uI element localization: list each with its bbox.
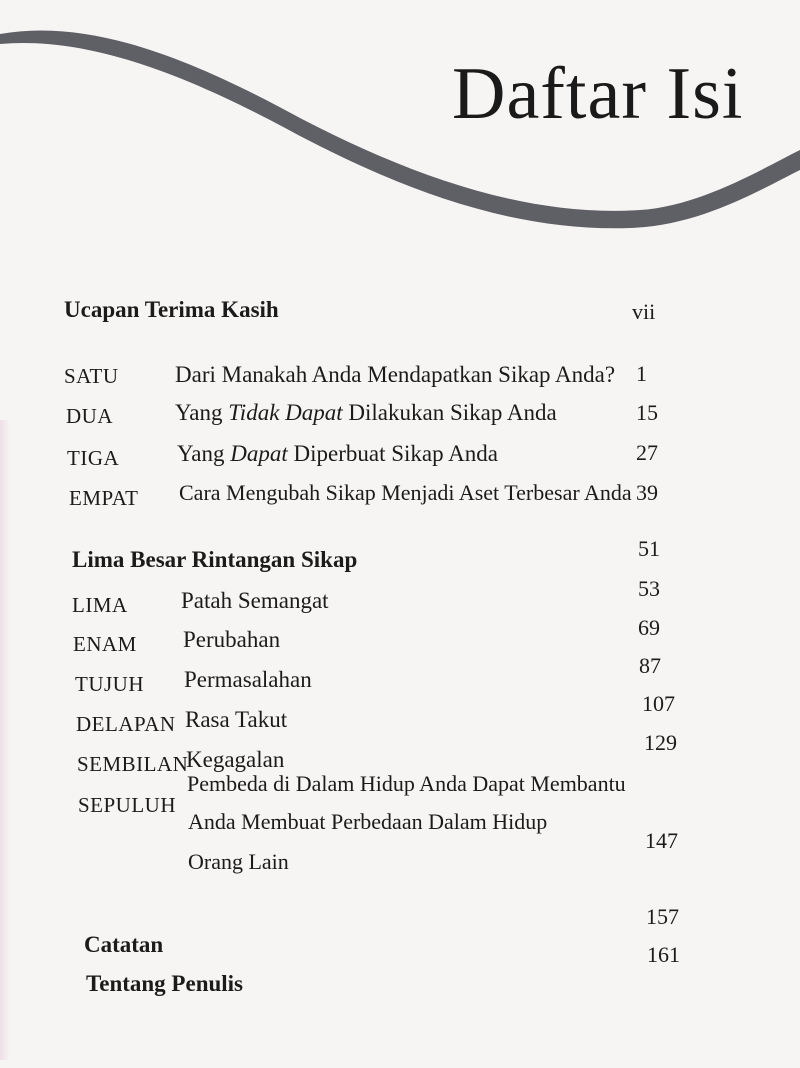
chapter-page: 107 bbox=[642, 691, 675, 716]
chapter-page: 27 bbox=[636, 440, 658, 465]
chapter-label: DELAPAN bbox=[76, 712, 176, 736]
toc-acknowledgements-page: vii bbox=[632, 299, 656, 324]
notes-title: Catatan bbox=[84, 932, 164, 957]
chapter-label: DUA bbox=[66, 404, 113, 428]
chapter-title: Yang Tidak Dapat Dilakukan Sikap Anda bbox=[175, 400, 557, 425]
chapter-label: EMPAT bbox=[69, 486, 139, 510]
chapter-label: SATU bbox=[64, 364, 119, 388]
chapter-title-line: Pembeda di Dalam Hidup Anda Dapat Membantu bbox=[187, 771, 626, 796]
chapter-title: Rasa Takut bbox=[185, 707, 288, 732]
chapter-title: Permasalahan bbox=[184, 667, 312, 692]
chapter-page: 53 bbox=[638, 576, 660, 601]
section-title: Lima Besar Rintangan Sikap bbox=[72, 547, 358, 572]
chapter-title: Yang Dapat Diperbuat Sikap Anda bbox=[177, 441, 498, 466]
chapter-label: TIGA bbox=[67, 446, 120, 470]
chapter-label: SEMBILAN bbox=[77, 752, 189, 776]
chapter-label: TUJUH bbox=[75, 672, 144, 696]
chapter-title-line: Anda Membuat Perbedaan Dalam Hidup bbox=[188, 809, 548, 834]
page-title: Daftar Isi bbox=[452, 53, 744, 135]
section-page: 51 bbox=[638, 536, 660, 561]
chapter-page: 1 bbox=[636, 361, 647, 386]
chapter-title: Cara Mengubah Sikap Menjadi Aset Terbesar Anda bbox=[179, 480, 632, 505]
chapter-page: 69 bbox=[638, 615, 660, 640]
page-edge-tint bbox=[0, 420, 10, 1060]
chapter-page: 39 bbox=[636, 480, 658, 505]
chapter-page: 87 bbox=[639, 653, 661, 678]
chapter-page: 129 bbox=[644, 730, 677, 755]
chapter-title-line: Orang Lain bbox=[188, 849, 289, 874]
notes-page: 157 bbox=[646, 904, 679, 929]
chapter-page: 147 bbox=[645, 828, 678, 853]
chapter-title: Dari Manakah Anda Mendapatkan Sikap Anda? bbox=[175, 362, 616, 387]
about-author-page: 161 bbox=[647, 942, 680, 967]
chapter-title: Patah Semangat bbox=[181, 588, 329, 613]
chapter-page: 15 bbox=[636, 400, 658, 425]
chapter-label: ENAM bbox=[73, 632, 137, 656]
chapter-label: LIMA bbox=[72, 593, 128, 617]
toc-acknowledgements-title: Ucapan Terima Kasih bbox=[64, 297, 279, 322]
chapter-title: Perubahan bbox=[183, 627, 281, 652]
chapter-label: SEPULUH bbox=[78, 793, 177, 817]
about-author-title: Tentang Penulis bbox=[86, 971, 244, 996]
chapter-title: Kegagalan bbox=[186, 747, 285, 772]
